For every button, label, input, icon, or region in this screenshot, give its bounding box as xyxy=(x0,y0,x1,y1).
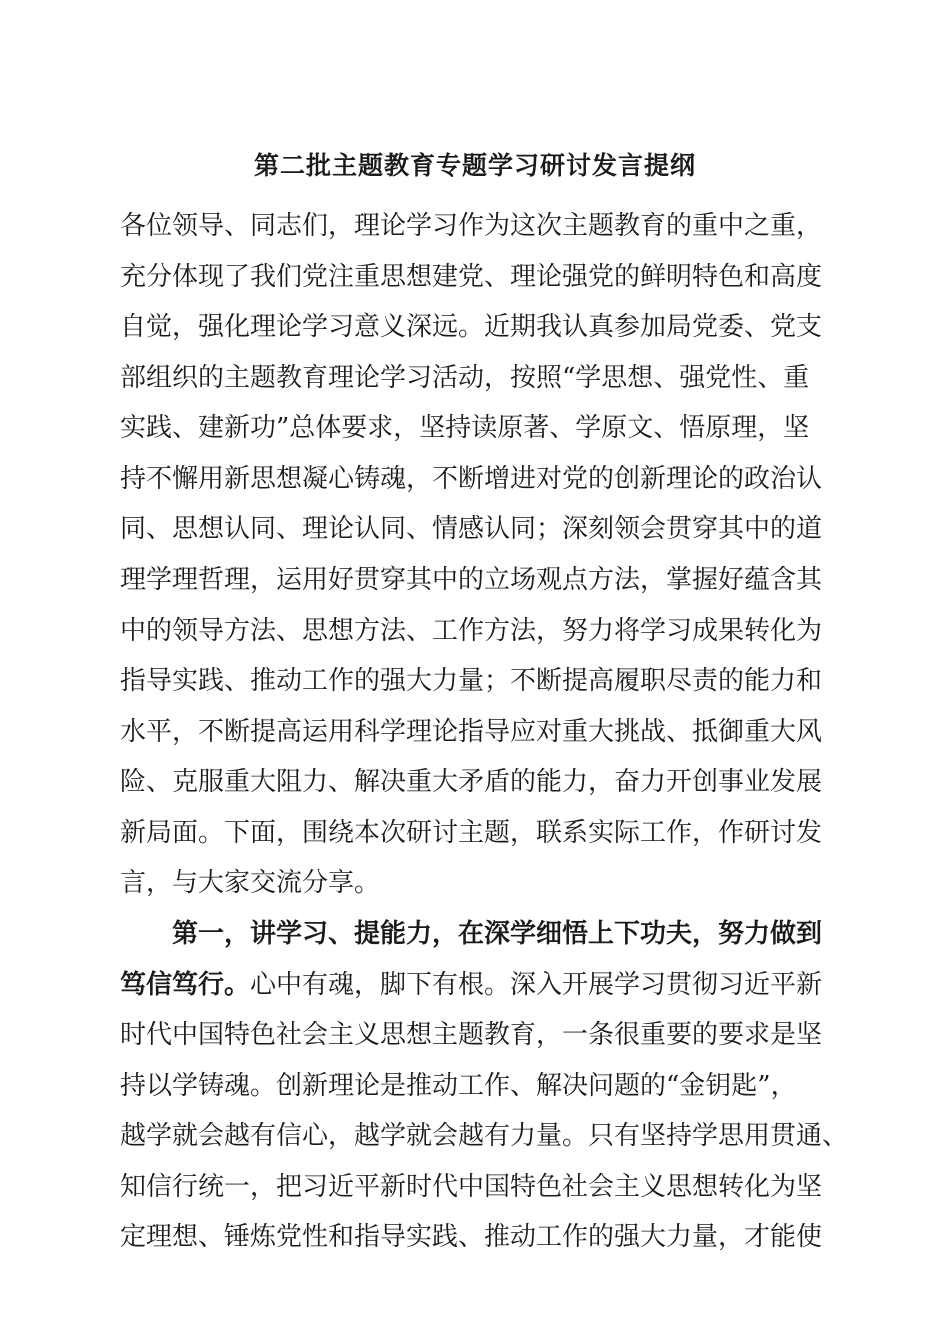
intro-line: 各位领导、同志们，理论学习作为这次主题教育的重中之重， xyxy=(120,211,823,241)
intro-line: 水平，不断提高运用科学理论指导应对重大挑战、抵御重大风 xyxy=(120,717,823,747)
intro-line: 自觉，强化理论学习意义深远。近期我认真参加局党委、党支 xyxy=(120,312,823,342)
section1-heading-line: 第一，讲学习、提能力，在深学细悟上下功夫，努力做到 xyxy=(172,919,823,949)
section1-line: 知信行统一，把习近平新时代中国特色社会主义思想转化为坚 xyxy=(120,1172,823,1202)
intro-line: 指导实践、推动工作的强大力量；不断提高履职尽责的能力和 xyxy=(120,666,823,696)
intro-line: 同、思想认同、理论认同、情感认同；深刻领会贯穿其中的道 xyxy=(120,514,823,544)
intro-line: 新局面。下面，围绕本次研讨主题，联系实际工作，作研讨发 xyxy=(120,818,823,848)
intro-line: 部组织的主题教育理论学习活动，按照“学思想、强党性、重 xyxy=(120,363,810,393)
section1-line: 持以学铸魂。创新理论是推动工作、解决问题的“金钥匙”， xyxy=(120,1071,797,1101)
section1-line: 定理想、锤炼党性和指导实践、推动工作的强大力量，才能使 xyxy=(120,1222,823,1252)
section1-text: 心中有魂，脚下有根。深入开展学习贯彻习近平新 xyxy=(250,970,823,1000)
document-title: 第二批主题教育专题学习研讨发言提纲 xyxy=(253,151,696,180)
intro-line: 实践、建新功”总体要求，坚持读原著、学原文、悟原理，坚 xyxy=(120,413,810,443)
intro-line: 理学理哲理，运用好贯穿其中的立场观点方法，掌握好蕴含其 xyxy=(120,565,823,595)
intro-line: 持不懈用新思想凝心铸魂，不断增进对党的创新理论的政治认 xyxy=(120,464,823,494)
intro-line: 中的领导方法、思想方法、工作方法，努力将学习成果转化为 xyxy=(120,616,823,646)
section1-line: 越学就会越有信心，越学就会越有力量。只有坚持学思用贯通、 xyxy=(120,1121,849,1151)
section1-line: 时代中国特色社会主义思想主题教育，一条很重要的要求是坚 xyxy=(120,1020,823,1050)
section1-line-mixed xyxy=(120,970,822,1000)
intro-line: 言，与大家交流分享。 xyxy=(120,868,381,898)
intro-line: 充分体现了我们党注重思想建党、理论强党的鲜明特色和高度 xyxy=(120,262,823,292)
section1-heading-end: 笃信笃行。 xyxy=(120,970,251,1000)
intro-line: 险、克服重大阻力、解决重大矛盾的能力，奋力开创事业发展 xyxy=(120,767,823,797)
